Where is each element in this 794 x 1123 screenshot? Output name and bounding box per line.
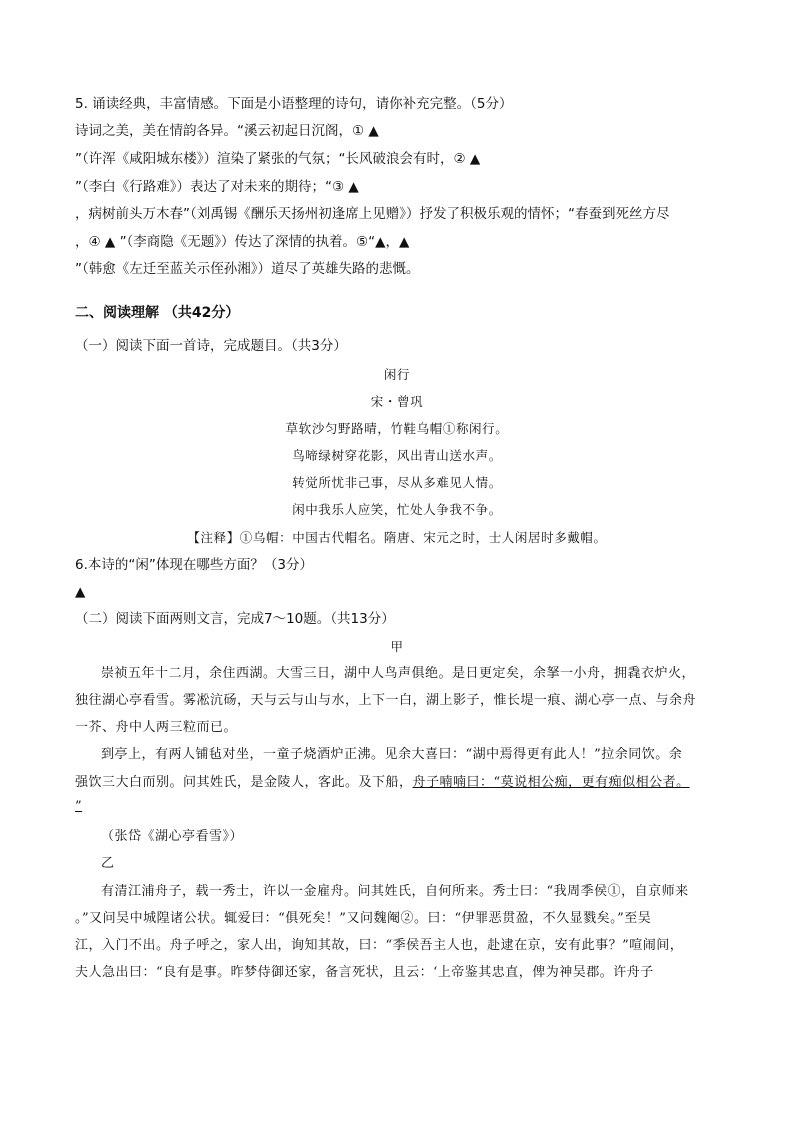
q5-line-1: 诗词之美，美在情韵各异。“溪云初起日沉阁，① ▲ [75, 123, 379, 139]
jia-para-2-line-3: ” [75, 799, 83, 814]
jia-para-2-line-2-text: 强饮三大白而别。问其姓氏，是金陵人，客此。及下船， [75, 775, 413, 790]
q5-line-4: ，病树前头万木春”（刘禹锡《酬乐天扬州初逢席上见赠》）抒发了积极乐观的情怀；“春蚕到死丝方尽 [75, 206, 670, 222]
yi-line-1: 有清江浦舟子，载一秀士，许以一金雇舟。问其姓氏，自何所来。秀士曰：“我周季侯①，自京师来 [101, 884, 689, 899]
yi-line-3: 江，入门不出。舟子呼之，家人出，询知其故，曰：“季侯吾主人也，赴逮在京，安有此事？”喧闹间， [75, 938, 684, 953]
section-2-heading: 二、阅读理解 （共42分） [75, 305, 240, 321]
jia-para-1-line-3: 一芥、舟中人两三粒而已。 [75, 720, 238, 735]
poem-line-1: 草软沙匀野路晴，竹鞋乌帽①称闲行。 [285, 421, 509, 436]
underlined-sentence: 舟子喃喃曰：“莫说相公痴，更有痴似相公者。 [412, 775, 690, 790]
text-jia-label: 甲 [390, 639, 404, 654]
poem-line-4: 闲中我乐人应笑，忙处人争我不争。 [292, 502, 502, 517]
jia-para-2-line-1: 到亭上，有两人铺毡对坐，一童子烧酒炉正沸。见余大喜曰：“湖中焉得更有此人！”拉余同饮。余 [101, 747, 683, 762]
q5-line-3: ”（李白《行路难》）表达了对未来的期待；“③ ▲ [75, 179, 359, 195]
q5-line-6: ”（韩愈《左迁至蓝关示侄孙湘》）道尽了英雄失路的悲慨。 [75, 261, 420, 277]
part-2-instruction: （二）阅读下面两则文言，完成7～10题。（共13分） [75, 611, 395, 627]
jia-para-1-line-1: 崇祯五年十二月，余住西湖。大雪三日，湖中人鸟声俱绝。是日更定矣，余拏一小舟，拥毳衣炉火， [101, 666, 696, 681]
text-yi-label: 乙 [101, 856, 115, 871]
poem-note: 【注释】①乌帽：中国古代帽名。隋唐、宋元之时，士人闲居时多戴帽。 [187, 530, 607, 545]
q6-answer-blank: ▲ [75, 584, 86, 600]
jia-para-1-line-2: 独往湖心亭看雪。雾凇沆砀，天与云与山与水，上下一白，湖上影子，惟长堤一痕、湖心亭一点、与余舟 [75, 693, 697, 708]
part-1-instruction: （一）阅读下面一首诗，完成题目。（共3分） [75, 338, 347, 354]
q5-line-5: ，④ ▲ ”（李商隐《无题》）传达了深情的执着。⑤“▲，▲ [75, 234, 410, 250]
q5-title: 5. 诵读经典，丰富情感。下面是小语整理的诗句，请你补充完整。（5分） [75, 96, 513, 112]
poem-line-3: 转觉所忧非己事，尽从多难见人情。 [292, 475, 502, 490]
yi-line-4: 夫人急出曰：“良有是事。昨梦侍御还家，备言死状，且云：‘上帝鉴其忠直，俾为神吴郡。许舟子 [75, 965, 654, 980]
poem-title: 闲行 [383, 367, 411, 382]
q6-title: 6.本诗的“闲”体现在哪些方面？（3分） [75, 557, 313, 573]
poem-author: 宋・曾巩 [370, 394, 424, 409]
q5-line-2: ”（许浑《咸阳城东楼》）渲染了紧张的气氛；“长风破浪会有时，② ▲ [75, 151, 481, 167]
jia-para-2-line-2 [75, 774, 725, 792]
jia-source: （张岱《湖心亭看雪》） [101, 829, 244, 844]
yi-line-2: 。”又问吴中城隍诸公状。辄爱曰：“俱死矣！”又问魏阉②。曰：“伊罪恶贯盈，不久显戮矣。”至吴 [75, 911, 652, 926]
poem-line-2: 鸟啼绿树穿花影，风出青山送水声。 [292, 448, 502, 463]
